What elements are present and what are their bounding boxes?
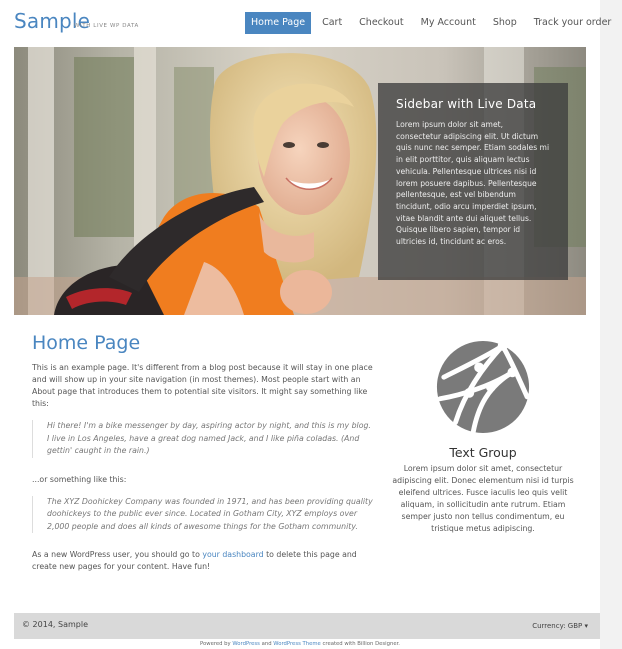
site-footer <box>14 613 600 639</box>
main-nav <box>245 12 622 34</box>
main-content <box>32 332 374 573</box>
nav-item-track-order[interactable]: Track your order <box>533 17 612 28</box>
or-paragraph: ...or something like this: <box>32 474 127 484</box>
widget-text: Lorem ipsum dolor sit amet, consectetur adipiscing elit. Donec elementum nisi id turpis eleifend ultrices. Fusce iaculis leo quis velit aliquam, in sollicitudin ante rutrum. Etiam semper justo non tellus condimentum, eu tristique metus adipiscing. <box>392 464 574 533</box>
credit-powered: Powered by <box>199 641 233 647</box>
hero-sidebar-box <box>378 83 568 280</box>
nav-item-shop[interactable]: Shop <box>492 17 517 28</box>
hero-sidebar-text: Lorem ipsum dolor sit amet, consectetur adipiscing elit. Ut dictum quis nunc nec semper. Etiam sodales mi in elit porttitor, quis aliquam lectus vehicula. Pellentesque ultrices nisi id lorem posuere dapibus. Pellentesque pellentesque, est vel bibendum tincidunt, odio arcu imperdiet ipsum, vitae blandit ante dui aliquet tellus. Quisque libero sapien, tempor id ultricies id, tincidunt ac eros. <box>396 120 550 247</box>
quote-xyz-company: The XYZ Doohickey Company was founded in 1971, and has been providing quality doohickeys to the public ever since. Located in Gotham City, XYZ employs over 2,000 people and does all kinds of awesome things for the Gotham community. <box>32 496 374 534</box>
outro-after: to delete this page and create new pages for your content. Have fun! <box>32 550 357 571</box>
site-logo[interactable]: Sample <box>14 9 91 33</box>
nav-item-cart[interactable]: Cart <box>322 17 343 28</box>
footer-credit <box>0 641 600 647</box>
nav-item-home-page[interactable]: Home Page <box>245 12 311 34</box>
footer-copyright: © 2014, Sample <box>22 620 88 629</box>
site-header <box>0 0 612 46</box>
hero-banner <box>14 47 586 315</box>
hero-sidebar-title: Sidebar with Live Data <box>396 97 537 111</box>
outro-paragraph <box>32 549 374 573</box>
nav-item-my-account[interactable]: My Account <box>420 17 476 28</box>
page-title: Home Page <box>32 332 141 354</box>
intro-paragraph: This is an example page. It's different from a blog post because it will stay in one place and will show up in your site navigation (in most themes). Most people start with an About page that introduces them to potential site visitors. It might say something like this: <box>32 363 373 408</box>
credit-and: and <box>259 641 274 647</box>
site-tagline: WITH LIVE WP DATA <box>74 23 139 29</box>
globe-icon <box>434 338 532 436</box>
quote-bike-messenger: Hi there! I'm a bike messenger by day, aspiring actor by night, and this is my blog. I live in Los Angeles, have a great dog named Jack, and I like piña coladas. (And gettin' caught in the rain.) <box>32 420 374 458</box>
wordpress-theme-link[interactable]: WordPress Theme <box>273 641 321 647</box>
currency-selector[interactable]: Currency: GBP ▾ <box>532 622 588 630</box>
text-group-widget <box>388 338 578 535</box>
outro-before: As a new WordPress user, you should go to <box>32 550 203 559</box>
wordpress-link[interactable]: WordPress <box>232 641 260 647</box>
credit-created: created with Billion Designer. <box>320 641 400 647</box>
nav-item-checkout[interactable]: Checkout <box>359 17 404 28</box>
widget-title: Text Group <box>449 445 517 460</box>
dashboard-link[interactable]: your dashboard <box>202 550 264 559</box>
